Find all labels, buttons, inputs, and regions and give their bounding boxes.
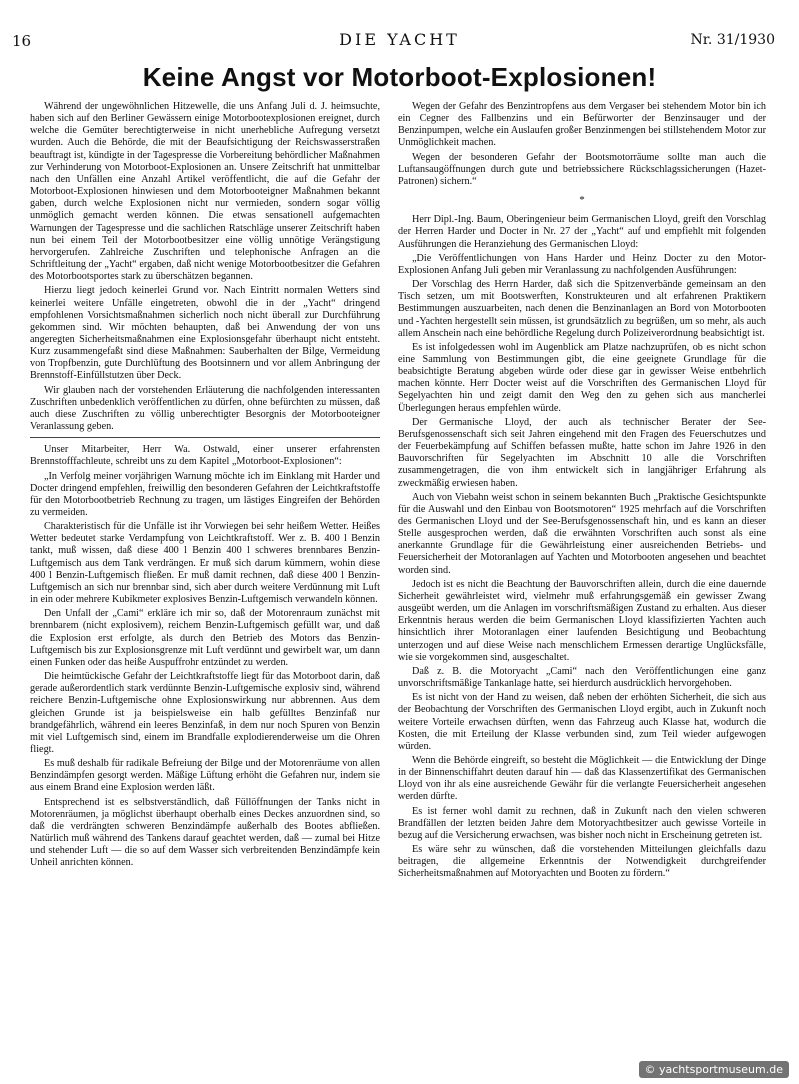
paragraph: Es muß deshalb für radikale Befreiung der Bilge und der Motorenräume von allen Benzindämpfen gesorgt werden. Mäßige Lüftung erhöht die Gefahren nur, indem sie aus einem Brand eine Explosion werden läßt. [30,758,380,794]
paragraph: Wenn die Behörde eingreift, so besteht die Möglichkeit — die Entwicklung der Dinge in der Binnenschiffahrt deuten darauf hin — daß das Klassenzertifikat des Germanischen Lloyd von ihr als eine ausreichende Gewähr für die verlangte Feuersicherheit angesehen werden dürfte. [398,754,766,803]
left-column [30,101,380,1061]
paragraph: Wegen der Gefahr des Benzintropfens aus dem Vergaser bei stehendem Motor bin ich ein Cegner des Fallbenzins und ein Befürworter der Benzinsauger und der Benzinpumpen, welche ein Auslaufen großer Benzinmengen bei stillstehendem Motor zur Unmöglichkeit machen. [398,101,766,149]
paragraph: „Die Veröffentlichungen von Hans Harder und Heinz Docter zu den Motor-Explosionen Anfang Juli geben mir Veranlassung zu nachfolgenden Ausführungen: [398,252,766,276]
page-header [0,32,799,52]
paragraph: Es wäre sehr zu wünschen, daß die vorstehenden Mitteilungen gleichfalls dazu beitragen, die allgemeine Erkenntnis der Notwendigkeit durchgreifender Sicherheitsmaßnahmen auf Motoryachten und Booten zu fördern.“ [398,844,766,880]
right-column [398,101,766,1061]
paragraph: Daß z. B. die Motoryacht „Cami“ nach den Veröffentlichungen eine ganz unvorschriftsmäßige Tankanlage hatte, sei hierdurch ausdrücklich hervorgehoben. [398,665,766,690]
paragraph: Den Unfall der „Cami“ erkläre ich mir so, daß der Motorenraum zunächst mit brennbarem (nicht explosivem), reichem Benzin-Luftgemisch gefüllt war, und daß die Explosion erst erfolgte, als durch den Betrieb des Motors das Benzin-Luftgemisch bis zur Explosionsgrenze mit Luft verdünnt und gewirbelt war, um dann einen Funken oder das heiße Auspuffrohr entzündet zu werden. [30,608,380,668]
paragraph: Auch von Viebahn weist schon in seinem bekannten Buch „Praktische Gesichtspunkte für die Auswahl und den Einbau von Bootsmotoren“ 1925 mehrfach auf die Vorschriften des Germanischen Lloyd und der See-Berufsgenossenschaft hin, und es kann an dieser Stelle ausgesprochen werden, daß die erwähnten Vorschriften auch sonst als eine anerkannte Grundlage für die Gewährleistung einer ausreichenden Betriebs- und Feuersicherheit der Motoranlagen auf Yachten und Motorbooten angesehen und beachtet worden sind. [398,491,766,576]
article-title: Keine Angst vor Motorboot-Explosionen! [142,62,657,92]
paragraph: Wir glauben nach der vorstehenden Erläuterung die nachfolgenden interessanten Zuschriften unbedenklich veröffentlichen zu dürfen, ohne befürchten zu müssen, daß auch diese Zuschriften zu völlig unberechtigter Besorgnis der Motorbooteigner Veranlassung geben. [30,384,380,433]
paragraph: Während der ungewöhnlichen Hitzewelle, die uns Anfang Juli d. J. heimsuchte, haben sich auf den Berliner Gewässern einige Motorbootexplosionen ereignet, durch welche die Gemüter berechtigterweise in nicht unerhebliche Aufregung versetzt wurden. Auch die Behörde, die mit der Beaufsichtigung der Reichswasserstraßen beauftragt ist, kündigte in der Tagespresse die Vorbereitung behördlicher Maßnahmen zur Verhinderung von Motorboot-Explosionen an. Unsere Zeitschrift hat unmittelbar nach den Unfällen eine Anzahl Artikel veröffentlicht, die auf die Gefahr der Motorboot-Explosionen hinwiesen und dem Motorbooteigner Maßnahmen bekannt gaben, durch welche Explosionen nicht nur vermieden, sondern sogar völlig unmöglich gemacht werden können. Die etwas sensationell aufgemachten Warnungen der Tagespresse und die sachlichen Ratschläge unserer Zeitschrift haben nun bei einem Teil der Motorbootbesitzer eine völlig unnötige Verängstigung hervorgerufen. Zahlreiche Zuschriften und telephonische Anfragen an die Schriftleitung der „Yacht“ ergaben, daß nicht wenige Motorbootbesitzer die Gefahren des Motorbootsportes stark zu überschätzen begannen. [30,101,380,283]
section-separator-star: * [579,194,585,207]
paragraph: Jedoch ist es nicht die Beachtung der Bauvorschriften allein, durch die eine dauernde Sicherheit gewährleistet wird, vielmehr muß erfahrungsgemäß ein gewisser Zwang ausgeübt werden, um die Anlagen im vorschriftsmäßigen Zustand zu erhalten. Aus dieser Erkenntnis heraus werden die beim Germanischen Lloyd klassifizierten Yachten auch hinsichtlich ihrer Motoranlagen einer laufenden Besichtigung und Beobachtung unterzogen und auf diese Weise nach menschlichem Ermessen derartige Unglücksfälle, wie sie vorgekommen sind, ausgeschaltet. [398,578,766,663]
issue-number: Nr. 31/1930 [690,32,775,48]
paragraph: Entsprechend ist es selbstverständlich, daß Füllöffnungen der Tanks nicht in Motorenräumen, ja möglichst überhaupt oberhalb eines Deckes anzuordnen sind, so daß die verdrängten schweren Benzindämpfe außerhalb des Bootes abfließen. Natürlich muß während des Tankens darauf geachtet werden, daß — zumal bei Hitze und stehender Luft — die so auf dem Wasser sich verbreitenden Benzindämpfe kein Unheil anrichten können. [30,796,380,869]
paragraph: Die heimtückische Gefahr der Leichtkraftstoffe liegt für das Motorboot darin, daß gerade außerordentlich stark verdünnte Benzin-Luftgemische explosiv sind, während reichere Benzin-Luftgemische ohne Explosionswirkung nur abbrennen. Aus dem gleichen Grunde ist ja beispielsweise ein halb gefülltes Benzinfaß nur brandgefährlich, während ein leeres Benzinfaß, in dem nur noch Spuren von Benzin mit viel Luftgemisch sind, einem im Brandfalle explodierenderweise um die Ohren fliegt. [30,671,380,755]
paragraph: Es ist nicht von der Hand zu weisen, daß neben der erhöhten Sicherheit, die sich aus der Beobachtung der Vorschriften des Germanischen Lloyd ergibt, auch in Zukunft noch weitere Vorteile erwachsen dürften, wenn das Fahrzeug auch Klasse hat, wodurch die Kosten, die mit Erteilung der Klasse verbunden sind, zum Teil wieder aufgewogen würden. [398,692,766,752]
watermark: © yachtsportmuseum.de [639,1061,789,1078]
paragraph: Charakteristisch für die Unfälle ist ihr Vorwiegen bei sehr heißem Wetter. Heißes Wetter bedeutet starke Verdampfung von Leichtkraftstoff. Wer z. B. 400 l Benzin tankt, muß wissen, daß diese 400 l Benzin 400 l schweres brennbares Benzin-Luftgemisch aus dem Tank verdrängen. Er muß sich darum kümmern, wohin diese 400 l Benzin-Luftgemisch fließen. Er muß damit rechnen, daß diese 400 l Benzin-Luftgemisch an sich nur brennbar sind, sich aber durch weitere Verdünnung mit Luft in ein oder mehrere Kubikmeter explosives Benzin-Luftgemisch verwandeln können. [30,521,380,606]
paragraph: Herr Dipl.-Ing. Baum, Oberingenieur beim Germanischen Lloyd, greift den Vorschlag der Herren Harder und Docter in Nr. 27 der „Yacht“ auf und empfiehlt mit folgenden Ausführungen die Heranziehung des Germanischen Lloyd: [398,214,766,250]
magazine-name: DIE YACHT [339,30,460,49]
paragraph: Der Vorschlag des Herrn Harder, daß sich die Spitzenverbände gemeinsam an den Tisch setzen, um mit Bootswerften, Konstrukteuren und alt erfahrenen Praktikern Bestimmungen auszuarbeiten, nach denen die Benzinanlagen an Bord von Motorbooten und -Yachten hergestellt sein müssen, ist grundsätzlich zu begrüßen, um so mehr, als auch allem Anschein nach eine behördliche Regelung durch Polizeiverordnung beabsichtigt ist. [398,279,766,339]
paragraph: Es ist infolgedessen wohl im Augenblick am Platze nachzuprüfen, ob es nicht schon eine Sammlung von Bestimmungen gibt, die eine geeignete Grundlage für die beabsichtigte Beratung abgeben würde oder diese gar in gewisser Weise entbehrlich machen könnte. Herr Docter weist auf die Vorschriften des Germanischen Lloyd für Segelyachten hin und zeigt damit den Weg den zu gehen sich aus mancherlei Überlegungen heraus empfehlen würde. [398,341,766,414]
page-number: 16 [12,32,32,50]
paragraph: Der Germanische Lloyd, der auch als technischer Berater der See-Berufsgenossenschaft sich seit Jahren eingehend mit den Fragen des Feuerschutzes und der Feuerbekämpfung auf Schiffen befassen mußte, hatte schon im Jahre 1926 in den Bauvorschriften für Segelyachten im Abschnitt 10 alle die Vorschriften zusammengetragen, die von ihm entwickelt sich in langjähriger Erfahrung als zweckmäßig erwiesen haben. [398,416,766,489]
paragraph: Wegen der besonderen Gefahr der Bootsmotorräume sollte man auch die Luftansaugöffnungen durch gute und betriebssichere Rückschlagssicherungen (Hazet-Patronen) sichern.“ [398,151,766,187]
paragraph: Hierzu liegt jedoch keinerlei Grund vor. Nach Eintritt normalen Wetters sind keinerlei weitere Unfälle eingetreten, obwohl die in der „Yacht“ dringend empfohlenen Vorsichtsmaßnahmen sicherlich noch nicht überall zur Durchführung gekommen sind. Wir möchten behaupten, daß bei Anwendung der von uns angeregten Sicherheitsmaßnahmen eine Explosionsgefahr überhaupt nicht entsteht. Kurz zusammengefaßt sind diese Maßnahmen: Sauberhalten der Bilge, Vermeidung von Tropfbenzin, gute Durchlüftung des Bootsinnern und vor allem Anbringung der Brennstoff-Einfüllstutzen über Deck. [30,285,380,382]
paragraph: „In Verfolg meiner vorjährigen Warnung möchte ich im Einklang mit Harder und Docter dringend empfehlen, freiwillig den besonderen Gefahren der Leichtkraftstoffe für den Motorbootbetrieb Rechnung zu tragen, um lästiges Eingreifen der Behörden zu vermeiden. [30,470,380,518]
paragraph: Es ist ferner wohl damit zu rechnen, daß in Zukunft nach den vielen schweren Brandfällen der letzten beiden Jahre dem Motoryachtbesitzer auch gewisse Vorteile in bezug auf die Versicherung erwachsen, was bisher noch nicht in Erscheinung getreten ist. [398,805,766,841]
paragraph: Unser Mitarbeiter, Herr Wa. Ostwald, einer unserer erfahrensten Brennstofffachleute, schreibt uns zu dem Kapitel „Motorboot-Explosionen“: [30,444,380,468]
section-divider [30,437,380,438]
